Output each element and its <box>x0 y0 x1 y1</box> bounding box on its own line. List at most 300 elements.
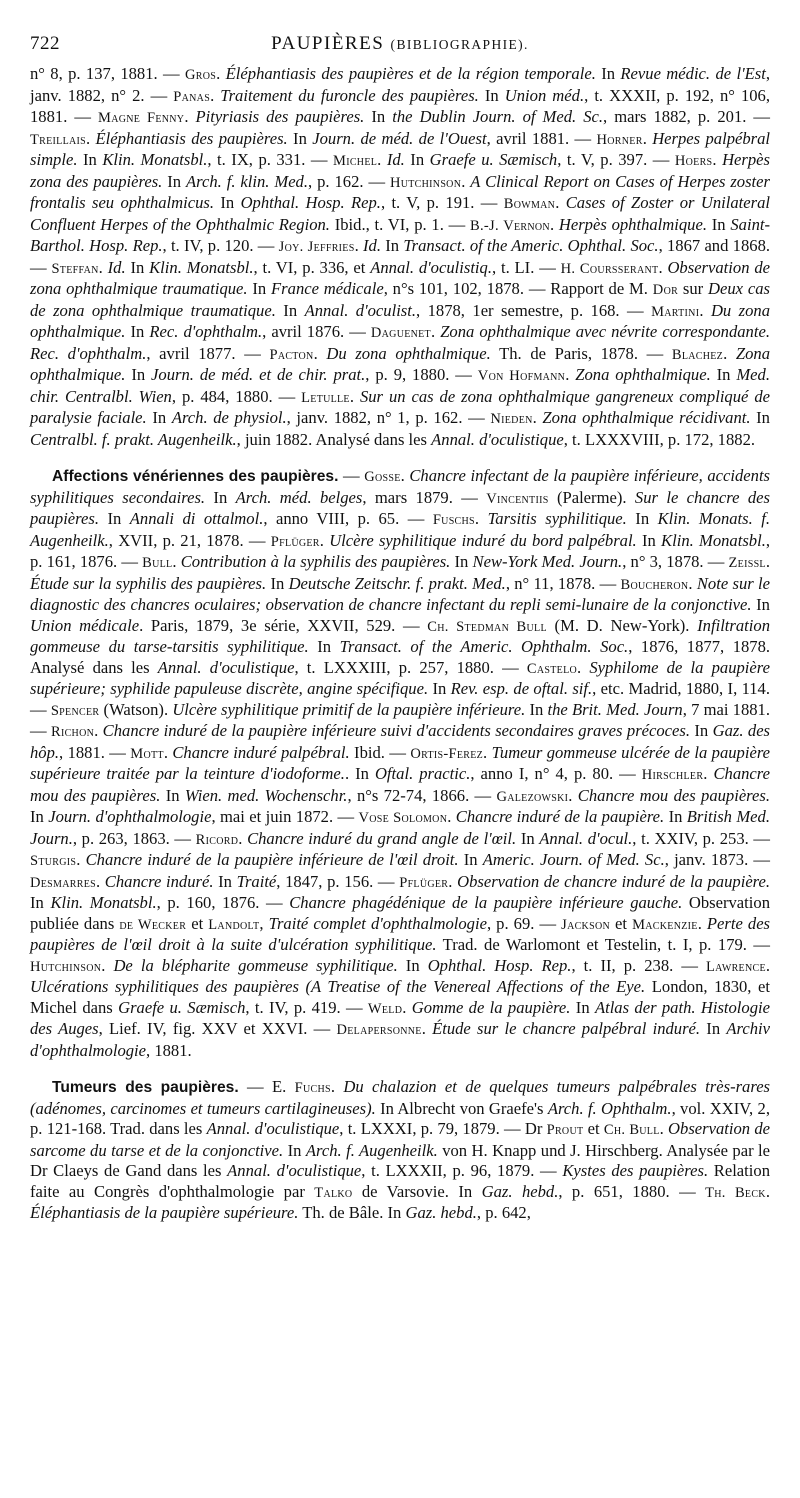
citation-title: Arch. méd. belges <box>235 487 363 507</box>
citation-title: A Clinical Report on Cases of Herpes zoster frontalis seu ophthalmicus. <box>30 171 770 212</box>
citation-text: In <box>380 236 404 255</box>
author-name: Nieden <box>490 411 533 427</box>
author-name: Horner <box>596 131 643 148</box>
citation-text: In <box>77 150 103 169</box>
author-name: Castelo <box>526 660 578 677</box>
citation-text: In <box>364 107 393 126</box>
book-page <box>30 28 770 1224</box>
citation-text: . <box>549 214 559 234</box>
bibliography-paragraph-veneriennes <box>30 466 770 1061</box>
citation-text: Relation faite au Congrès d'ophthalmologie par <box>30 1161 770 1201</box>
citation-title: Traitement du furoncle des paupières. <box>220 85 479 105</box>
citation-text: In <box>30 807 49 826</box>
citation-text: , 1867 and 1868. — <box>30 236 771 277</box>
citation-title: Arch. f. Augenheilk. <box>305 1140 438 1160</box>
citation-text: In <box>710 365 737 384</box>
citation-text: , etc. Madrid, 1880, I, 114. — <box>30 679 771 719</box>
citation-text: . <box>98 257 108 277</box>
citation-title: Annal. d'oculist. <box>304 300 417 320</box>
running-title-subtitle: (BIBLIOGRAPHIE). <box>390 37 529 52</box>
page-number: 722 <box>30 33 60 54</box>
citation-text: , mars 1882, p. 201. — <box>603 107 771 126</box>
citation-text: In <box>213 871 237 891</box>
author-name: Hoers <box>674 153 713 169</box>
citation-text: . <box>216 64 226 83</box>
citation-title: Wien. med. Wochenschr. <box>184 785 348 805</box>
citation-text: , p. 484, 1880. — <box>171 386 302 406</box>
author-name: Jackson <box>561 916 610 933</box>
author-name: Ricord <box>195 831 239 848</box>
citation-text: In <box>570 997 595 1017</box>
citation-text: sur <box>678 279 709 298</box>
citation-title: Gomme de la paupière. <box>411 997 571 1017</box>
citation-title: Étude sur la syphilis des paupières. <box>30 573 267 593</box>
citation-text: London, 1830, et Michel dans <box>30 977 770 1017</box>
citation-title: Chancre induré. <box>104 871 214 891</box>
citation-text: In <box>690 721 713 740</box>
citation-title: Union méd. <box>504 85 585 105</box>
citation-title: Klin. Monatsbl. <box>149 257 254 277</box>
citation-text: et <box>583 1119 604 1138</box>
citation-text: , janv. 1882, n° 1, p. 162. — <box>286 408 491 427</box>
citation-text: In <box>30 893 51 912</box>
citation-text: In <box>160 785 185 805</box>
citation-title: Transact. of the Americ. Ophthal. Soc. <box>403 236 659 255</box>
author-name: Delapersonne <box>336 1022 422 1038</box>
citation-text: , p. 160, 1876. — <box>156 893 290 912</box>
citation-text: . <box>723 343 736 363</box>
author-name: Steffan <box>51 260 99 277</box>
citation-title: Pityriasis des paupières. <box>195 107 365 126</box>
author-name: B.-J. Vernon <box>470 217 550 234</box>
citation-text: . <box>330 1077 344 1096</box>
citation-title: Zona ophthalmique. <box>30 343 771 384</box>
citation-title: Gaz. hebd. <box>405 1203 477 1222</box>
author-name: Gosse <box>364 469 401 485</box>
citation-title: Oftal. practic. <box>374 764 471 783</box>
citation-text: . <box>447 807 456 826</box>
citation-text: , p. 651, 1880. — <box>558 1181 706 1201</box>
citation-text: . <box>699 300 711 320</box>
citation-title: Arch. f. Ophthalm. <box>547 1098 672 1118</box>
citation-title: Traité <box>236 871 277 891</box>
citation-title: Rev. esp. de oftal. sif. <box>450 679 593 698</box>
author-name: Bull <box>142 555 173 571</box>
citation-text: In <box>636 530 662 550</box>
citation-title: Zona ophthalmique avec névrite correspondante. <box>440 322 770 341</box>
citation-text: Th. de Bâle. In <box>298 1203 406 1222</box>
section-heading: Affections vénériennes des paupières. <box>52 468 339 485</box>
citation-text: . <box>402 997 412 1017</box>
citation-title: Ophthal. Hosp. Rep. <box>240 193 381 212</box>
author-name: H. Coursserant <box>560 260 659 277</box>
citation-title: Herpes palpébral simple. <box>30 128 771 169</box>
citation-title: Klin. Monats. f. Augenheilk. <box>30 509 770 550</box>
citation-title: Id. <box>386 150 405 169</box>
citation-text: , t. IV, p. 419. — <box>245 997 368 1017</box>
citation-text: , p. 9, 1880. — <box>365 365 478 384</box>
author-name: Joy. Jeffries <box>278 239 355 255</box>
citation-text: In <box>205 487 236 507</box>
citation-title: Ulcérations syphilitiques des paupières (A Treatise of the Venereal Affections of the Eye. <box>30 977 646 996</box>
citation-text: . <box>210 85 221 105</box>
citation-text: , XVII, p. 21, 1878. — <box>108 530 271 550</box>
citation-title: Annal. d'oculistique <box>157 657 295 677</box>
citation-text: , t. IV, p. 120. — <box>162 236 279 255</box>
citation-text: In <box>283 1140 306 1160</box>
citation-title: Herpès ophthalmique. <box>558 214 707 234</box>
citation-title: the Brit. Med. Journ <box>547 699 683 719</box>
citation-title: Chancre induré de la paupière inférieure de l'œil droit. <box>85 850 459 869</box>
citation-title: Observation de sarcome du tarse et de la conjonctive. <box>30 1119 770 1160</box>
citation-text: , t. V, p. 191. — <box>380 193 504 212</box>
citation-text: In <box>428 679 451 698</box>
citation-title: Gaz. des hôp. <box>30 721 771 762</box>
citation-text: . <box>430 322 441 341</box>
citation-text: In <box>266 573 289 593</box>
author-name: Daguenet <box>370 325 431 341</box>
citation-text: , vol. XXIV, 2, p. 121-168. Trad. dans les <box>30 1098 770 1138</box>
citation-title: Herpès zona des paupières. <box>30 150 771 191</box>
citation-text: , t. VI, p. 336, et <box>253 257 371 277</box>
citation-text: . In <box>344 764 375 783</box>
citation-text: n° 8, p. 137, 1881. — <box>30 64 186 83</box>
citation-title: New-York Med. Journ. <box>472 552 623 571</box>
citation-title: the Dublin Journ. of Med. Sc. <box>392 107 604 126</box>
author-name: Mackenzie <box>632 916 698 933</box>
author-name: Ch. Stedman Bull <box>427 618 547 635</box>
author-name: Vincentiis <box>486 490 549 507</box>
citation-text: — <box>338 466 365 485</box>
citation-title: Atlas der path. Histologie des Auges <box>30 997 770 1038</box>
citation-text: , <box>259 913 269 933</box>
citation-title: Éléphantiasis de la paupière supérieure. <box>30 1203 299 1222</box>
running-title <box>30 34 770 56</box>
citation-text: Th. de Paris, 1878. — <box>490 343 672 363</box>
citation-text: , 1881. — <box>59 742 131 762</box>
citation-title: Cases of Zoster or Unilateral Confluent Herpes of the Ophthalmic Region. <box>30 193 770 234</box>
citation-title: Rec. d'ophthalm. <box>30 343 147 363</box>
citation-title: Kystes des paupières. <box>562 1161 709 1180</box>
citation-title: Id. <box>107 257 126 277</box>
citation-title: Éléphantiasis des paupières et de la région temporale. <box>225 64 596 83</box>
citation-text: , t. LI. — <box>491 257 561 277</box>
citation-text: , n°s 101, 102, 1878. — Rapport de M. <box>383 279 653 298</box>
author-name: Panas <box>173 88 211 105</box>
citation-text: , mai et juin 1872. — <box>211 807 359 826</box>
citation-text: In <box>664 807 687 826</box>
citation-title: Zona ophthalmique. <box>575 365 711 384</box>
author-name: Michel <box>333 153 378 169</box>
citation-title: Sur le chancre des paupières. <box>30 487 771 528</box>
bibliography-paragraph-tumeurs <box>30 1077 770 1224</box>
citation-text: . <box>659 1119 669 1138</box>
citation-text: , p. 263, 1863. — <box>72 828 196 848</box>
citation-title: Graefe u. Sæmisch <box>118 997 246 1017</box>
author-name: Zeissl <box>728 555 766 571</box>
citation-text: In <box>98 509 130 528</box>
citation-text: In <box>308 637 340 656</box>
citation-title: Éléphantiasis des paupières. <box>95 128 288 148</box>
citation-text: In <box>275 300 305 320</box>
citation-text: . <box>354 236 363 255</box>
author-name: Landolt <box>208 916 260 933</box>
citation-text: . Paris, 1879, 3e série, XXVII, 529. — <box>139 615 428 635</box>
author-name: Von Hofmann <box>477 368 566 384</box>
citation-text: , 1878, 1er semestre, p. 168. — <box>416 300 652 320</box>
author-name: Bowman <box>503 196 556 212</box>
citation-text: In <box>214 193 241 212</box>
citation-text: In <box>450 552 473 571</box>
citation-text: , t. II, p. 238. — <box>571 955 706 975</box>
citation-text: , janv. 1873. — <box>664 850 771 869</box>
citation-text: , 1876, 1877, 1878. Analysé dans les <box>30 637 771 677</box>
citation-text: , 1847, p. 156. — <box>276 871 400 891</box>
citation-title: France médicale <box>271 279 384 298</box>
citation-title: Chancre phagédénique de la paupière inférieure gauche. <box>289 893 683 912</box>
section-heading: Tumeurs des paupières. <box>52 1079 239 1096</box>
citation-text: In <box>125 322 150 341</box>
citation-text: (Watson). <box>99 699 173 719</box>
citation-text: . <box>400 466 410 485</box>
citation-title: Arch. de physiol. <box>171 408 287 427</box>
citation-text: In <box>162 171 186 191</box>
author-name: Th. Beck <box>705 1184 766 1201</box>
author-name: Treillais <box>30 131 86 148</box>
citation-text: . <box>448 871 458 891</box>
citation-text: In <box>595 64 621 83</box>
citation-title: Du zona ophthalmique. <box>30 300 771 341</box>
citation-text: Observation publiée dans <box>30 893 770 933</box>
citation-text: . <box>474 509 488 528</box>
author-name: Talko <box>314 1184 353 1201</box>
citation-text: , t. LXXXIII, p. 257, 1880. — <box>294 657 527 677</box>
author-name: Galezowski <box>496 788 569 805</box>
bibliography-paragraph-zona <box>30 64 770 450</box>
author-name: Boucheron <box>620 576 689 593</box>
citation-text: . <box>163 742 173 762</box>
citation-text: In <box>626 509 658 528</box>
citation-text: , t. LXXXI, p. 79, 1879. — Dr <box>339 1119 547 1138</box>
citation-title: Étude sur le chancre palpébral induré. <box>432 1019 701 1038</box>
citation-text: . <box>765 955 771 975</box>
citation-title: Du chalazion et de quelques tumeurs palpébrales très-rares (adénomes, carcinomes et tumeurs cartilagineuses). <box>30 1077 771 1118</box>
citation-title: Zona ophthalmique récidivant. <box>542 408 751 427</box>
citation-title: Annal. d'oculistiq. <box>370 257 492 277</box>
citation-text: In <box>146 408 172 427</box>
citation-text: , mars 1879. — <box>362 487 487 507</box>
citation-text: , t. XXIV, p. 253. — <box>632 828 771 848</box>
citation-title: Id. <box>363 236 381 255</box>
author-name: Dor <box>652 282 679 298</box>
citation-text: . <box>532 408 543 427</box>
citation-title: Saint-Barthol. Hosp. Rep. <box>30 214 771 255</box>
citation-title: Klin. Monatsbl. <box>661 530 766 550</box>
citation-title: Sur un cas de zona ophthalmique gangreneux compliqué de paralysie faciale. <box>30 386 770 427</box>
author-name: Prout <box>546 1122 584 1138</box>
citation-text: . <box>483 742 492 762</box>
author-name: Pflüger <box>270 533 320 550</box>
citation-title: Ulcère syphilitique induré du bord palpébral. <box>329 530 637 550</box>
citation-text: , avril 1877. — <box>146 343 270 363</box>
author-name: Richon <box>50 724 95 740</box>
citation-text: . <box>642 128 653 148</box>
citation-text: , p. 161, 1876. — <box>30 530 771 571</box>
citation-text: . <box>568 785 578 805</box>
citation-text: . <box>184 107 196 126</box>
citation-title: Klin. Monatsbl. <box>102 150 208 169</box>
citation-text: . <box>703 764 714 783</box>
author-name: Lawrence <box>705 958 766 975</box>
citation-title: Ulcère syphilitique primitif de la paupière inférieure. <box>172 699 526 719</box>
citation-text: In <box>404 150 430 169</box>
citation-text: . <box>697 913 707 933</box>
citation-title: Journ. de méd. de l'Ouest <box>312 128 487 148</box>
citation-title: Centralbl. f. prakt. Augenheilk. <box>30 429 237 449</box>
citation-title: Du zona ophthalmique. <box>326 343 491 363</box>
citation-text: In <box>750 408 770 427</box>
citation-text: . <box>688 573 697 593</box>
citation-text: , n°s 72-74, 1866. — <box>347 785 497 805</box>
citation-text: . <box>172 552 181 571</box>
citation-text: . <box>238 828 248 848</box>
citation-title: Klin. Monatsbl. <box>50 893 157 912</box>
citation-text: , t. IX, p. 331. — <box>207 150 334 169</box>
page-header <box>30 28 770 64</box>
citation-title: De la blépharite gommeuse syphilitique. <box>113 955 398 975</box>
citation-text: (M. D. New-York). <box>546 615 698 635</box>
citation-title: Annali di ottalmol. <box>129 509 264 528</box>
author-name: Blachez <box>671 346 724 363</box>
citation-title: Traité complet d'ophthalmologie <box>268 913 487 933</box>
citation-text: In <box>247 279 272 298</box>
citation-text: . <box>76 850 86 869</box>
citation-text: . <box>461 171 471 191</box>
citation-title: Annal. d'oculistique <box>431 429 564 449</box>
citation-text: von H. Knapp und J. Hirschberg. Analysée par le Dr Claeys de Gand dans les <box>30 1140 771 1180</box>
citation-title: Observation de zona ophthalmique traumatique. <box>30 257 770 298</box>
citation-text: et <box>610 913 633 933</box>
author-name: Pflüger <box>399 874 449 891</box>
citation-title: Rec. d'ophthalm. <box>149 322 263 341</box>
citation-text: . <box>765 1181 770 1201</box>
citation-title: Chancre induré de la paupière. <box>455 807 665 826</box>
author-name: Sturgis <box>30 853 77 869</box>
citation-text: In <box>397 955 428 975</box>
citation-title: Syphilome de la paupière supérieure; syphilide papuleuse discrète, angine spécifique. <box>30 657 770 698</box>
author-name: Ortis-Ferez <box>410 745 484 762</box>
citation-title: Journ. de méd. et de chir. prat. <box>151 365 366 384</box>
citation-text: . <box>565 365 576 384</box>
citation-text: . <box>349 386 360 406</box>
citation-title: Annal. d'oculistique <box>206 1119 340 1138</box>
citation-title: Union médicale <box>30 615 140 635</box>
author-name: Magne Fenny <box>98 110 185 126</box>
citation-title: Chancre induré du grand angle de l'œil. <box>247 828 517 848</box>
citation-text: , juin 1882. Analysé dans les <box>236 429 432 449</box>
author-name: Hirschler <box>641 767 704 783</box>
citation-title: Deux cas de zona ophthalmique traumatique. <box>30 279 770 320</box>
citation-text: . <box>712 150 723 169</box>
author-name: de Wecker <box>119 916 187 933</box>
citation-text: , p. 162. — <box>308 171 390 191</box>
citation-text: . <box>377 150 387 169</box>
running-title-main: PAUPIÈRES <box>271 33 385 54</box>
citation-text: . <box>421 1019 433 1038</box>
citation-text: In <box>706 214 731 234</box>
citation-title: Revue médic. de l'Est <box>620 64 766 83</box>
author-name: Ch. Bull <box>603 1122 660 1138</box>
author-name: Pacton <box>269 346 314 363</box>
citation-text: , avril 1881. — <box>486 128 597 148</box>
citation-title: Transact. of the Americ. Ophthalm. Soc. <box>339 637 629 656</box>
citation-text: . <box>577 657 590 677</box>
citation-text: Ibid. — <box>349 742 411 762</box>
citation-text: , t. LXXXII, p. 96, 1879. — <box>361 1161 563 1180</box>
citation-title: Chancre infectant de la paupière inférieure, accidents syphilitiques secondaires. <box>30 466 771 507</box>
citation-text: . <box>86 128 96 148</box>
citation-title: Chancre induré palpébral. <box>172 742 350 762</box>
author-name: Gros <box>185 67 217 83</box>
citation-title: Ophthal. Hosp. Rep. <box>427 955 572 975</box>
citation-text: , janv. 1882, n° 2. — <box>30 64 770 105</box>
citation-text: , p. 642, <box>476 1203 531 1222</box>
citation-text: , Lief. IV, fig. XXV et XXVI. — <box>98 1019 337 1038</box>
citation-text: , anno VIII, p. 65. — <box>263 509 433 528</box>
citation-title: Tarsitis syphilitique. <box>487 509 627 528</box>
citation-text: Trad. de Warlomont et Testelin, t. I, p. 179. — <box>436 935 770 954</box>
citation-text: . <box>95 871 105 891</box>
citation-title: Note sur le diagnostic des chancres oculaires; observation de chancre infectant du repli semi-lunaire de la conjonctive. <box>30 573 770 614</box>
citation-text: , n° 3, 1878. — <box>622 552 729 571</box>
citation-title: Annal. d'ocul. <box>539 828 633 848</box>
citation-text: In <box>458 850 483 869</box>
citation-text: . <box>319 530 330 550</box>
citation-title: Chancre mou des paupières. <box>577 785 770 805</box>
citation-title: Deutsche Zeitschr. f. prakt. Med. <box>288 573 506 593</box>
author-name: Weld <box>367 1000 403 1017</box>
citation-text: . <box>765 552 770 571</box>
author-name: Desmarres <box>30 874 96 891</box>
citation-title: Observation de chancre induré de la paupière. <box>457 871 771 891</box>
author-name: Vose Solomon <box>358 810 448 826</box>
citation-text: et <box>186 913 209 933</box>
citation-title: Archiv d'ophthalmologie <box>30 1019 771 1060</box>
citation-text: , 7 mai 1881. — <box>30 699 770 740</box>
citation-title: Annal. d'oculistique <box>227 1161 362 1180</box>
author-name: Letulle <box>301 389 350 406</box>
citation-text: , t. XXXII, p. 192, n° 106, 1881. — <box>30 85 770 126</box>
citation-text: (Palerme). <box>548 487 635 507</box>
citation-text: . <box>658 257 668 277</box>
author-name: Spencer <box>50 702 100 719</box>
citation-title: Infiltration gommeuse du tarse-tarsitis syphilitique. <box>30 615 770 656</box>
citation-text: Ibid., t. VI, p. 1. — <box>329 214 471 234</box>
citation-text: , avril 1876. — <box>262 322 371 341</box>
citation-title: Perte des paupières de l'œil droit à la suite d'ulcération syphilitique. <box>30 913 771 954</box>
citation-text: In <box>516 828 540 848</box>
citation-title: British Med. Journ. <box>30 807 770 848</box>
citation-text: , 1881. <box>146 1040 192 1060</box>
author-name: Hutchinson <box>30 958 102 975</box>
citation-title: Americ. Journ. of Med. Sc. <box>482 850 665 869</box>
citation-title: Journ. d'ophthalmologie <box>48 807 212 826</box>
citation-text: de Varsovie. In <box>352 1181 482 1201</box>
citation-text: In <box>125 257 150 277</box>
author-name: Fuchs <box>294 1080 331 1096</box>
citation-title: Tumeur gommeuse ulcérée de la paupière supérieure traitée par la teinture d'iodoforme. <box>30 742 771 783</box>
citation-text: , t. V, p. 397. — <box>557 150 675 169</box>
